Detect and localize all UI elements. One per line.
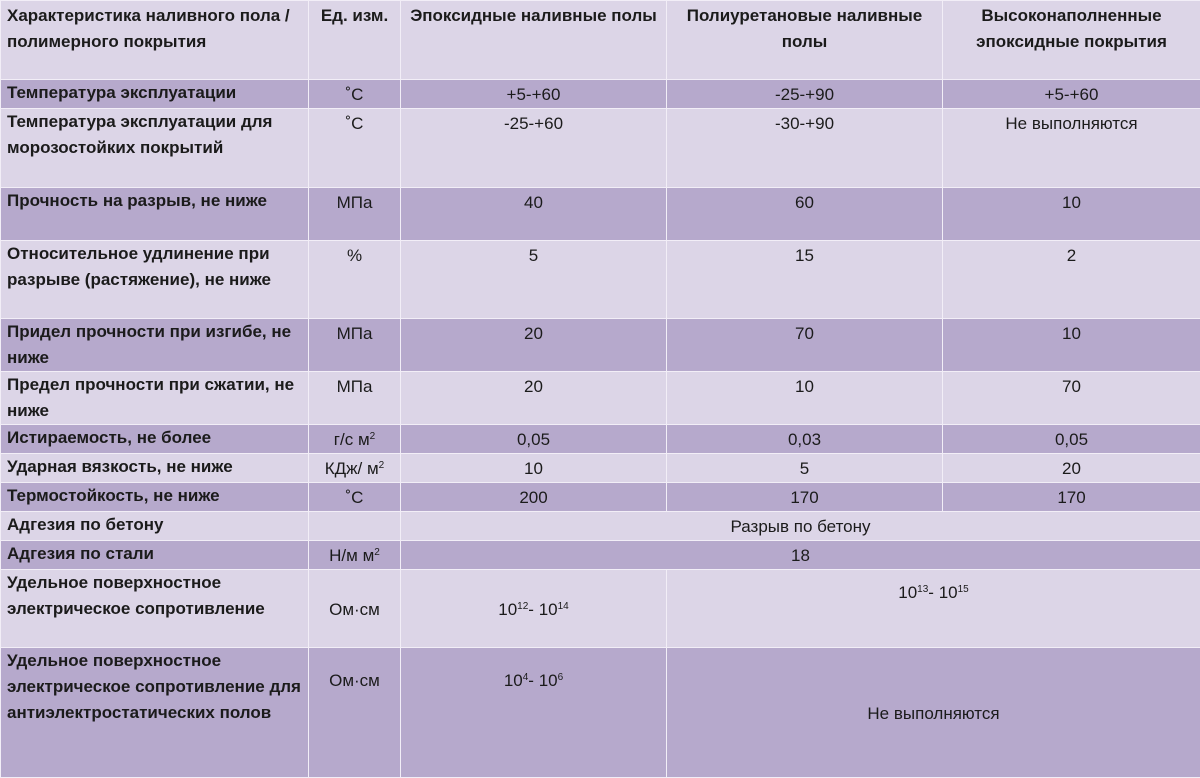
table-row	[1, 425, 1200, 454]
row-label: Температура эксплуатации для морозостойких покрытий	[1, 109, 309, 188]
value-base: 10	[539, 600, 558, 619]
cell-high-filled: 10	[943, 319, 1200, 372]
row-label: Термостойкость, не ниже	[1, 483, 309, 512]
row-unit: МПа	[309, 319, 401, 372]
row-unit: МПа	[309, 372, 401, 425]
value-base: 10	[539, 671, 558, 690]
cell-polyurethane: -25-+90	[667, 80, 943, 109]
cell-epoxy: 10	[401, 454, 667, 483]
cell-merged	[667, 570, 1200, 648]
cell-merged: Не выполняются	[667, 648, 1200, 778]
cell-epoxy: -25-+60	[401, 109, 667, 188]
table-row	[1, 483, 1200, 512]
value-separator: -	[528, 600, 538, 619]
table-row	[1, 109, 1200, 188]
row-label: Прочность на разрыв, не ниже	[1, 188, 309, 241]
value-exponent: 4	[523, 672, 529, 683]
cell-epoxy: 5	[401, 241, 667, 319]
row-unit: Ом·см	[309, 570, 401, 648]
cell-polyurethane: 5	[667, 454, 943, 483]
row-unit: ˚С	[309, 109, 401, 188]
value-separator: -	[528, 671, 538, 690]
row-unit	[309, 425, 401, 454]
row-unit: ˚С	[309, 80, 401, 109]
cell-polyurethane: -30-+90	[667, 109, 943, 188]
value-exponent: 13	[917, 584, 928, 595]
row-label: Температура эксплуатации	[1, 80, 309, 109]
value-base: 10	[939, 583, 958, 602]
value-exponent: 12	[517, 601, 528, 612]
cell-merged: Разрыв по бетону	[401, 512, 1200, 541]
cell-polyurethane: 10	[667, 372, 943, 425]
unit-text: КДж/ м	[325, 459, 379, 478]
cell-polyurethane: 170	[667, 483, 943, 512]
cell-high-filled: 2	[943, 241, 1200, 319]
row-label: Удельное поверхностное электрическое сопротивление для антиэлектростатических полов	[1, 648, 309, 778]
table-row	[1, 372, 1200, 425]
cell-epoxy: 20	[401, 372, 667, 425]
row-unit: %	[309, 241, 401, 319]
cell-merged: 18	[401, 541, 1200, 570]
value-exponent: 15	[958, 584, 969, 595]
table-row	[1, 454, 1200, 483]
header-unit: Ед. изм.	[309, 1, 401, 80]
header-high-filled-epoxy: Высоконаполненные эпоксидные покрытия	[943, 1, 1200, 80]
cell-epoxy	[401, 570, 667, 648]
value-base: 10	[504, 671, 523, 690]
row-unit: ˚С	[309, 483, 401, 512]
value-separator: -	[928, 583, 938, 602]
header-polyurethane: Полиуретановые наливные полы	[667, 1, 943, 80]
table-row	[1, 541, 1200, 570]
row-unit	[309, 454, 401, 483]
header-epoxy: Эпоксидные наливные полы	[401, 1, 667, 80]
table-header-row	[1, 1, 1200, 80]
value-base: 10	[498, 600, 517, 619]
unit-superscript: 2	[374, 547, 380, 558]
cell-epoxy	[401, 648, 667, 778]
unit-text: Н/м м	[329, 546, 374, 565]
row-label: Адгезия по бетону	[1, 512, 309, 541]
cell-epoxy: 200	[401, 483, 667, 512]
cell-high-filled: 20	[943, 454, 1200, 483]
cell-high-filled: 70	[943, 372, 1200, 425]
cell-polyurethane: 15	[667, 241, 943, 319]
value-exponent: 6	[558, 672, 564, 683]
value-exponent: 14	[558, 601, 569, 612]
table-row	[1, 319, 1200, 372]
cell-epoxy: 0,05	[401, 425, 667, 454]
row-label: Удельное поверхностное электрическое сопротивление	[1, 570, 309, 648]
row-unit: Ом·см	[309, 648, 401, 778]
cell-high-filled: 0,05	[943, 425, 1200, 454]
unit-text: г/с м	[334, 430, 370, 449]
cell-epoxy: +5-+60	[401, 80, 667, 109]
table-row	[1, 188, 1200, 241]
cell-high-filled: 10	[943, 188, 1200, 241]
unit-superscript: 2	[379, 460, 385, 471]
row-label: Придел прочности при изгибе, не ниже	[1, 319, 309, 372]
row-unit	[309, 512, 401, 541]
table-row	[1, 570, 1200, 648]
row-label: Ударная вязкость, не ниже	[1, 454, 309, 483]
cell-polyurethane: 0,03	[667, 425, 943, 454]
cell-polyurethane: 60	[667, 188, 943, 241]
cell-epoxy: 20	[401, 319, 667, 372]
table-row	[1, 512, 1200, 541]
value-base: 10	[898, 583, 917, 602]
row-label: Адгезия по стали	[1, 541, 309, 570]
row-label: Истираемость, не более	[1, 425, 309, 454]
row-label: Относительное удлинение при разрыве (растяжение), не ниже	[1, 241, 309, 319]
cell-high-filled: 170	[943, 483, 1200, 512]
cell-epoxy: 40	[401, 188, 667, 241]
table-row	[1, 80, 1200, 109]
header-characteristic: Характеристика наливного пола / полимерного покрытия	[1, 1, 309, 80]
unit-superscript: 2	[370, 431, 376, 442]
table-row	[1, 648, 1200, 778]
row-unit	[309, 541, 401, 570]
cell-high-filled: Не выполняются	[943, 109, 1200, 188]
table-row	[1, 241, 1200, 319]
row-unit: МПа	[309, 188, 401, 241]
cell-high-filled: +5-+60	[943, 80, 1200, 109]
row-label: Предел прочности при сжатии, не ниже	[1, 372, 309, 425]
cell-polyurethane: 70	[667, 319, 943, 372]
